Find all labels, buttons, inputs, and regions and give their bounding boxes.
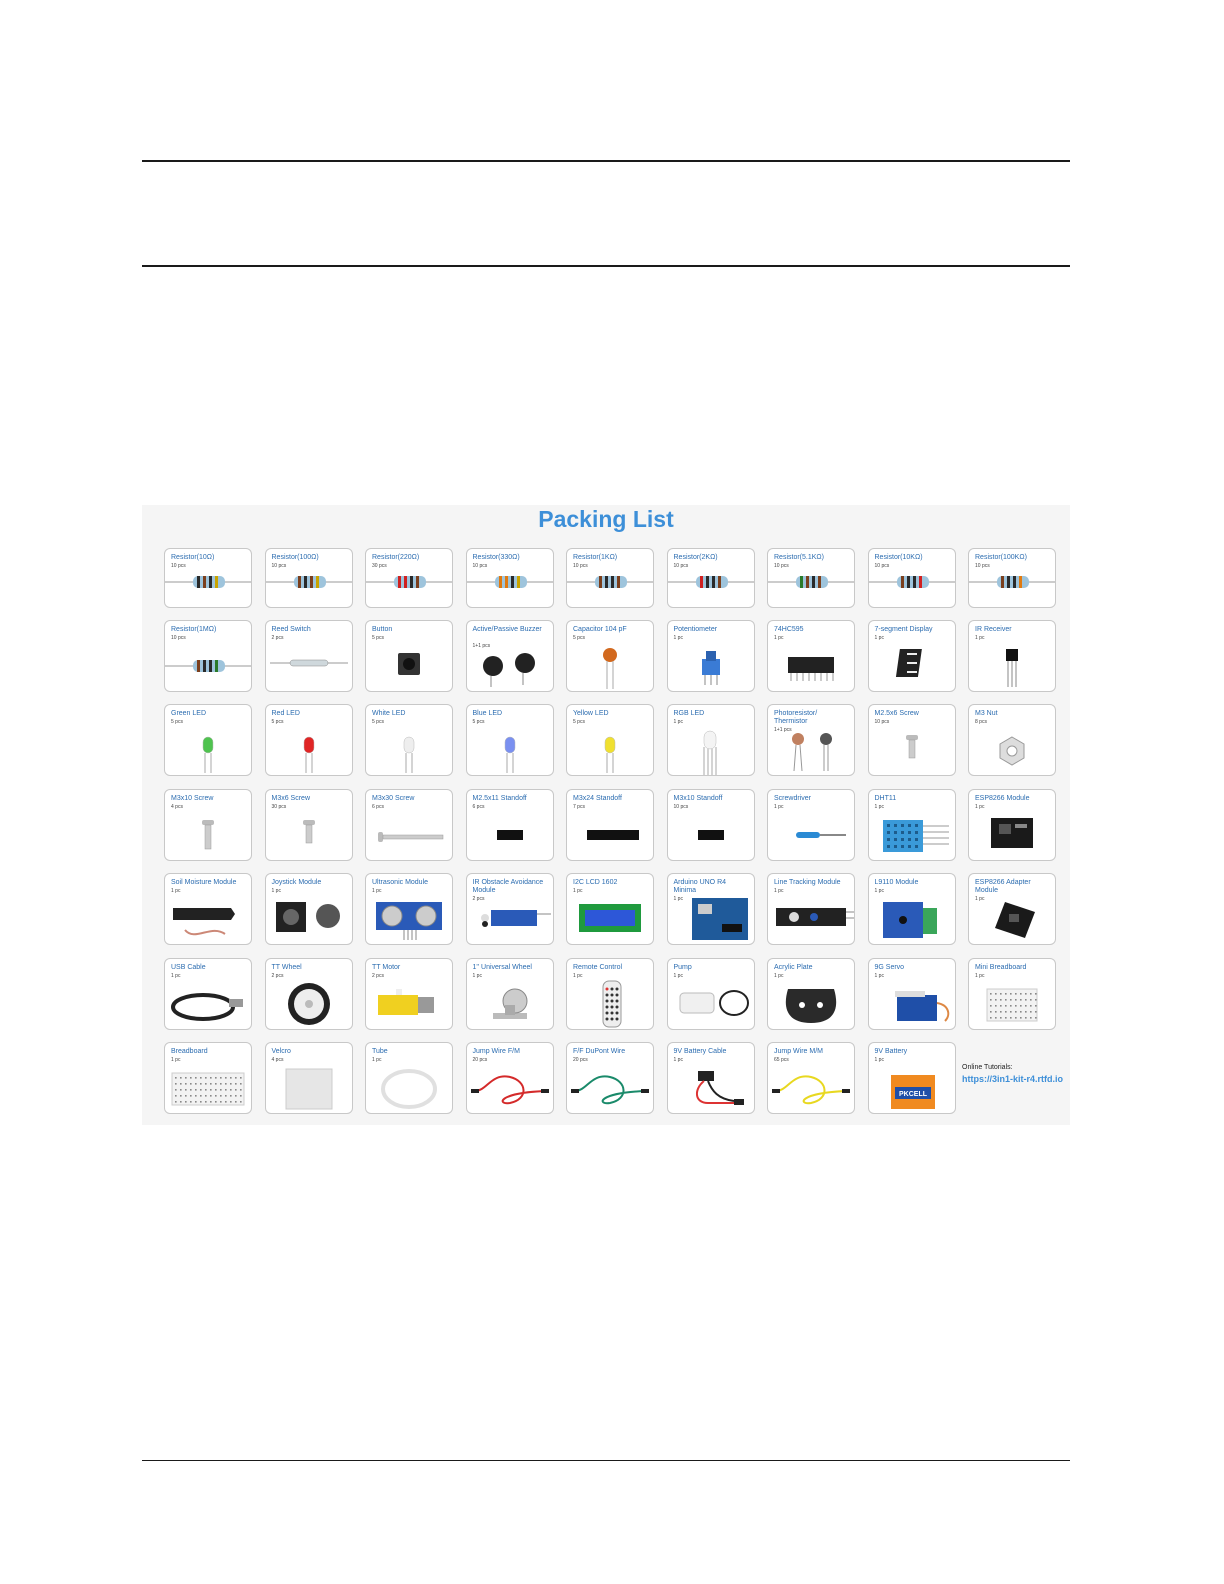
packing-item-quantity: 5 pcs — [573, 635, 585, 641]
packing-item-card — [164, 789, 252, 861]
packing-item-quantity: 10 pcs — [673, 563, 689, 569]
packing-item-quantity: 1 pc — [975, 635, 985, 641]
packing-item-name: L9110 Module — [874, 879, 919, 886]
packing-item-name: M2.5x6 Screw — [874, 710, 919, 717]
packing-item-quantity: 1 pc — [874, 888, 884, 894]
packing-item-name: Resistor(220Ω) — [372, 554, 420, 561]
packing-item-name: Resistor(1MΩ) — [171, 626, 217, 633]
packing-item-card — [566, 620, 654, 692]
resistor-icon — [266, 557, 352, 607]
packing-item-quantity: 1 pc — [573, 888, 583, 894]
packing-item-card — [566, 958, 654, 1030]
packing-item-quantity: 30 pcs — [372, 563, 387, 569]
online-tutorials-label: Online Tutorials: — [962, 1064, 1013, 1071]
packing-item-quantity: 1 pc — [975, 896, 985, 902]
packing-item-card — [164, 620, 252, 692]
packing-item-name: Resistor(10KΩ) — [874, 554, 923, 561]
packing-item-name: Active/Passive Buzzer — [472, 626, 542, 633]
resistor-icon — [869, 557, 955, 607]
packing-item-quantity: 2 pcs — [472, 896, 485, 902]
packing-item-card — [466, 1042, 554, 1114]
packing-item-name: Photoresistor/ Thermistor — [774, 710, 818, 725]
pump-icon — [668, 979, 754, 1029]
packing-item-quantity: 1 pc — [774, 804, 784, 810]
packing-item-name: M2.5x11 Standoff — [472, 795, 527, 802]
packing-item-quantity: 10 pcs — [573, 563, 588, 569]
packing-item-name: Arduino UNO R4 Minima — [673, 879, 727, 894]
packing-item-quantity: 65 pcs — [774, 1057, 789, 1063]
packing-item-quantity: 10 pcs — [874, 563, 890, 569]
long-screw-icon — [366, 810, 452, 860]
packing-item-card — [164, 548, 252, 608]
packing-item-quantity: 1 pc — [573, 973, 583, 979]
motor-icon — [366, 979, 452, 1029]
packing-item-name: Resistor(100KΩ) — [975, 554, 1027, 561]
packing-item-card — [566, 873, 654, 945]
packing-item-card — [164, 704, 252, 776]
packing-item-name: Resistor(100Ω) — [271, 554, 319, 561]
wire-icon — [768, 1063, 854, 1113]
packing-item-quantity: 7 pcs — [573, 804, 585, 810]
header-rule-top — [142, 160, 1070, 162]
packing-item-quantity: 20 pcs — [573, 1057, 588, 1063]
packing-item-quantity: 1 pc — [472, 973, 482, 979]
velcro-icon — [266, 1063, 352, 1113]
packing-item-quantity: 5 pcs — [271, 719, 284, 725]
packing-item-name: White LED — [372, 710, 406, 717]
packing-item-name: DHT11 — [874, 795, 897, 802]
packing-item-quantity: 1 pc — [874, 973, 884, 979]
packing-item-card — [868, 1042, 956, 1114]
buzzer-icon — [467, 641, 553, 691]
packing-item-card — [365, 873, 453, 945]
packing-item-quantity: 1 pc — [874, 635, 884, 641]
esp8266-icon — [969, 810, 1055, 860]
packing-item-quantity: 1 pc — [673, 896, 683, 902]
potentiometer-icon — [668, 641, 754, 691]
packing-item-quantity: 5 pcs — [573, 719, 585, 725]
packing-item-card — [566, 789, 654, 861]
packing-item-card — [868, 873, 956, 945]
packing-item-card — [968, 873, 1056, 945]
packing-item-quantity: 4 pcs — [171, 804, 183, 810]
packing-item-name: I2C LCD 1602 — [573, 879, 618, 886]
packing-item-name: Capacitor 104 pF — [573, 626, 627, 633]
packing-item-quantity: 1 pc — [673, 635, 683, 641]
packing-item-quantity: 4 pcs — [271, 1057, 284, 1063]
packing-item-card — [365, 1042, 453, 1114]
packing-item-name: M3x24 Standoff — [573, 795, 622, 802]
packing-item-quantity: 2 pcs — [271, 635, 284, 641]
packing-item-name: Red LED — [271, 710, 300, 717]
ir-receiver-icon — [969, 641, 1055, 691]
packing-item-name: Green LED — [171, 710, 207, 717]
acrylic-plate-icon — [768, 979, 854, 1029]
packing-item-card — [767, 548, 855, 608]
packing-item-quantity: 6 pcs — [472, 804, 485, 810]
joystick-icon — [266, 894, 352, 944]
packing-item-name: Resistor(1KΩ) — [573, 554, 618, 561]
packing-item-name: M3x10 Screw — [171, 795, 214, 802]
arduino-board-icon — [668, 894, 754, 944]
packing-item-name: Pump — [673, 964, 692, 971]
lcd-icon — [567, 894, 653, 944]
standoff-short-icon — [668, 810, 754, 860]
soil-sensor-icon — [165, 894, 251, 944]
led-icon — [467, 725, 553, 775]
packing-item-name: IR Obstacle Avoidance Module — [472, 879, 544, 894]
photoresistor-icon — [768, 725, 854, 775]
footer-rule — [142, 1460, 1070, 1461]
resistor-icon — [668, 557, 754, 607]
packing-item-name: Soil Moisture Module — [171, 879, 237, 886]
packing-item-name: Resistor(330Ω) — [472, 554, 520, 561]
packing-item-card — [365, 548, 453, 608]
packing-item-name: M3x30 Screw — [372, 795, 415, 802]
online-tutorials — [962, 1063, 1070, 1085]
wheel-icon — [266, 979, 352, 1029]
packing-item-name: IR Receiver — [975, 626, 1012, 633]
packing-item-card — [868, 704, 956, 776]
packing-item-name: 9V Battery Cable — [673, 1048, 727, 1055]
packing-item-quantity: 2 pcs — [271, 973, 284, 979]
battery-cable-icon — [668, 1063, 754, 1113]
packing-item-card — [968, 548, 1056, 608]
motor-driver-icon — [869, 894, 955, 944]
capacitor-icon — [567, 641, 653, 691]
packing-item-quantity: 1 pc — [372, 1057, 382, 1063]
segment-display-icon — [869, 641, 955, 691]
packing-item-card — [265, 548, 353, 608]
packing-item-quantity: 5 pcs — [372, 719, 384, 725]
packing-item-quantity: 10 pcs — [673, 804, 689, 810]
header-rule-bottom — [142, 265, 1070, 267]
packing-item-quantity: 6 pcs — [372, 804, 384, 810]
packing-item-card — [566, 548, 654, 608]
packing-item-card — [968, 789, 1056, 861]
packing-item-card — [365, 704, 453, 776]
packing-item-name: Remote Control — [573, 964, 623, 971]
rgb-led-icon — [668, 725, 754, 775]
dht11-icon — [869, 810, 955, 860]
packing-item-card — [566, 1042, 654, 1114]
packing-item-card — [767, 704, 855, 776]
packing-item-name: Resistor(10Ω) — [171, 554, 215, 561]
packing-item-card — [265, 873, 353, 945]
packing-item-name: Button — [372, 626, 393, 633]
packing-item-name: Joystick Module — [271, 879, 322, 886]
packing-item-quantity: 1 pc — [874, 804, 884, 810]
packing-item-quantity: 1 pc — [975, 973, 985, 979]
packing-item-quantity: 10 pcs — [774, 563, 789, 569]
packing-item-card — [667, 548, 755, 608]
packing-item-name: M3x10 Standoff — [673, 795, 723, 802]
packing-item-name: F/F DuPont Wire — [573, 1048, 626, 1055]
packing-item-card — [164, 958, 252, 1030]
packing-item-card — [767, 958, 855, 1030]
packing-item-name: Resistor(5.1KΩ) — [774, 554, 824, 561]
packing-item-name: TT Motor — [372, 964, 401, 971]
packing-item-name: Blue LED — [472, 710, 503, 717]
packing-item-quantity: 10 pcs — [271, 563, 287, 569]
chip-icon — [768, 641, 854, 691]
nut-icon — [969, 725, 1055, 775]
packing-item-name: M3 Nut — [975, 710, 998, 717]
packing-item-name: 7-segment Display — [874, 626, 933, 633]
ultrasonic-icon — [366, 894, 452, 944]
packing-item-name: Resistor(2KΩ) — [673, 554, 718, 561]
packing-item-card — [667, 789, 755, 861]
packing-item-card — [667, 873, 755, 945]
packing-item-card — [868, 620, 956, 692]
button-icon — [366, 641, 452, 691]
screw-icon — [165, 810, 251, 860]
packing-item-card — [466, 789, 554, 861]
packing-item-quantity: 20 pcs — [472, 1057, 488, 1063]
wire-icon — [467, 1063, 553, 1113]
packing-item-card — [868, 789, 956, 861]
packing-item-name: Acrylic Plate — [774, 964, 813, 971]
packing-item-card — [968, 620, 1056, 692]
packing-item-card — [767, 873, 855, 945]
packing-item-card — [868, 958, 956, 1030]
packing-item-card — [767, 620, 855, 692]
packing-item-name: 9V Battery — [874, 1048, 908, 1055]
ir-obstacle-icon — [467, 894, 553, 944]
battery-brand-label: PKCELL — [898, 1091, 927, 1098]
packing-item-quantity: 5 pcs — [372, 635, 384, 641]
packing-item-card — [365, 620, 453, 692]
servo-icon — [869, 979, 955, 1029]
packing-item-name: USB Cable — [171, 964, 206, 971]
packing-item-name: Line Tracking Module — [774, 879, 841, 886]
packing-item-quantity: 10 pcs — [171, 563, 186, 569]
packing-item-card — [667, 958, 755, 1030]
packing-item-card — [667, 1042, 755, 1114]
packing-item-quantity: 1 pc — [372, 888, 382, 894]
packing-item-card — [365, 958, 453, 1030]
packing-item-name: 1'' Universal Wheel — [472, 964, 532, 971]
packing-item-name: ESP8266 Adapter Module — [975, 879, 1031, 894]
packing-item-name: 74HC595 — [774, 626, 804, 633]
led-icon — [266, 725, 352, 775]
packing-item-card — [466, 958, 554, 1030]
battery-icon — [869, 1063, 955, 1113]
packing-item-quantity: 1 pc — [975, 804, 985, 810]
short-screw-icon — [869, 725, 955, 775]
resistor-icon — [567, 557, 653, 607]
packing-item-card — [466, 873, 554, 945]
packing-item-card — [164, 1042, 252, 1114]
packing-item-name: Mini Breadboard — [975, 964, 1027, 971]
packing-item-card — [164, 873, 252, 945]
breadboard-icon — [165, 1063, 251, 1113]
remote-control-icon — [567, 979, 653, 1029]
packing-item-quantity: 2 pcs — [372, 973, 384, 979]
packing-item-card — [667, 704, 755, 776]
esp-adapter-icon — [969, 894, 1055, 944]
mini-breadboard-icon — [969, 979, 1055, 1029]
packing-item-card — [566, 704, 654, 776]
packing-item-card — [868, 548, 956, 608]
line-tracking-icon — [768, 894, 854, 944]
packing-item-quantity: 1 pc — [774, 888, 784, 894]
packing-item-quantity: 1 pc — [171, 1057, 181, 1063]
packing-item-card — [265, 958, 353, 1030]
caster-wheel-icon — [467, 979, 553, 1029]
packing-item-quantity: 10 pcs — [874, 719, 890, 725]
led-icon — [567, 725, 653, 775]
packing-item-quantity: 8 pcs — [975, 719, 987, 725]
usb-cable-icon — [165, 979, 251, 1029]
packing-item-name: Jump Wire F/M — [472, 1048, 520, 1055]
packing-item-name: Velcro — [271, 1048, 291, 1055]
packing-item-name: Screwdriver — [774, 795, 811, 802]
packing-item-quantity: 30 pcs — [271, 804, 287, 810]
packing-item-card — [968, 958, 1056, 1030]
standoff-long-icon — [567, 810, 653, 860]
packing-item-card — [365, 789, 453, 861]
packing-item-quantity: 1 pc — [673, 1057, 683, 1063]
packing-item-card — [667, 620, 755, 692]
packing-item-quantity: 10 pcs — [171, 635, 186, 641]
packing-item-quantity: 1 pc — [774, 635, 784, 641]
packing-item-name: Reed Switch — [271, 626, 311, 633]
packing-item-name: TT Wheel — [271, 964, 302, 971]
packing-item-card — [265, 789, 353, 861]
packing-item-quantity: 1 pc — [673, 973, 683, 979]
packing-list-grid — [142, 505, 1070, 1125]
packing-item-card — [265, 704, 353, 776]
packing-item-quantity: 1 pc — [171, 973, 181, 979]
packing-item-name: RGB LED — [673, 710, 705, 717]
packing-item-quantity: 5 pcs — [171, 719, 183, 725]
packing-item-quantity: 1+1 pcs — [472, 643, 491, 649]
led-icon — [366, 725, 452, 775]
packing-item-card — [265, 620, 353, 692]
packing-item-quantity: 1 pc — [673, 719, 683, 725]
packing-item-name: Breadboard — [171, 1048, 208, 1055]
packing-item-card — [968, 704, 1056, 776]
packing-item-name: Jump Wire M/M — [774, 1048, 823, 1055]
screwdriver-icon — [768, 810, 854, 860]
packing-item-card — [767, 1042, 855, 1114]
packing-item-name: M3x6 Screw — [271, 795, 311, 802]
packing-item-quantity: 1 pc — [774, 973, 784, 979]
packing-item-quantity: 1 pc — [874, 1057, 884, 1063]
packing-item-quantity: 1+1 pcs — [774, 727, 792, 733]
resistor-icon — [467, 557, 553, 607]
tube-icon — [366, 1063, 452, 1113]
packing-item-card — [265, 1042, 353, 1114]
reed-switch-icon — [266, 641, 352, 691]
packing-item-quantity: 10 pcs — [975, 563, 990, 569]
packing-item-name: ESP8266 Module — [975, 795, 1030, 802]
resistor-icon — [165, 641, 251, 691]
packing-item-name: Potentiometer — [673, 626, 718, 633]
resistor-icon — [165, 557, 251, 607]
short-screw-icon — [266, 810, 352, 860]
packing-item-name: Ultrasonic Module — [372, 879, 429, 886]
packing-item-quantity: 5 pcs — [472, 719, 485, 725]
packing-list-figure — [142, 505, 1070, 1125]
wire-icon — [567, 1063, 653, 1113]
packing-item-card — [767, 789, 855, 861]
packing-list-title: Packing List — [538, 506, 674, 532]
packing-item-card — [466, 704, 554, 776]
led-icon — [165, 725, 251, 775]
packing-item-name: Yellow LED — [573, 710, 609, 717]
packing-item-name: 9G Servo — [874, 964, 905, 971]
packing-item-quantity: 1 pc — [271, 888, 281, 894]
packing-item-quantity: 10 pcs — [472, 563, 488, 569]
resistor-icon — [366, 557, 452, 607]
online-tutorials-link[interactable]: https://3in1-kit-r4.rtfd.io — [962, 1074, 1063, 1084]
standoff-short-icon — [467, 810, 553, 860]
packing-item-name: Tube — [372, 1048, 388, 1055]
packing-item-quantity: 1 pc — [171, 888, 181, 894]
resistor-icon — [969, 557, 1055, 607]
packing-item-card — [466, 620, 554, 692]
packing-item-card — [466, 548, 554, 608]
resistor-icon — [768, 557, 854, 607]
